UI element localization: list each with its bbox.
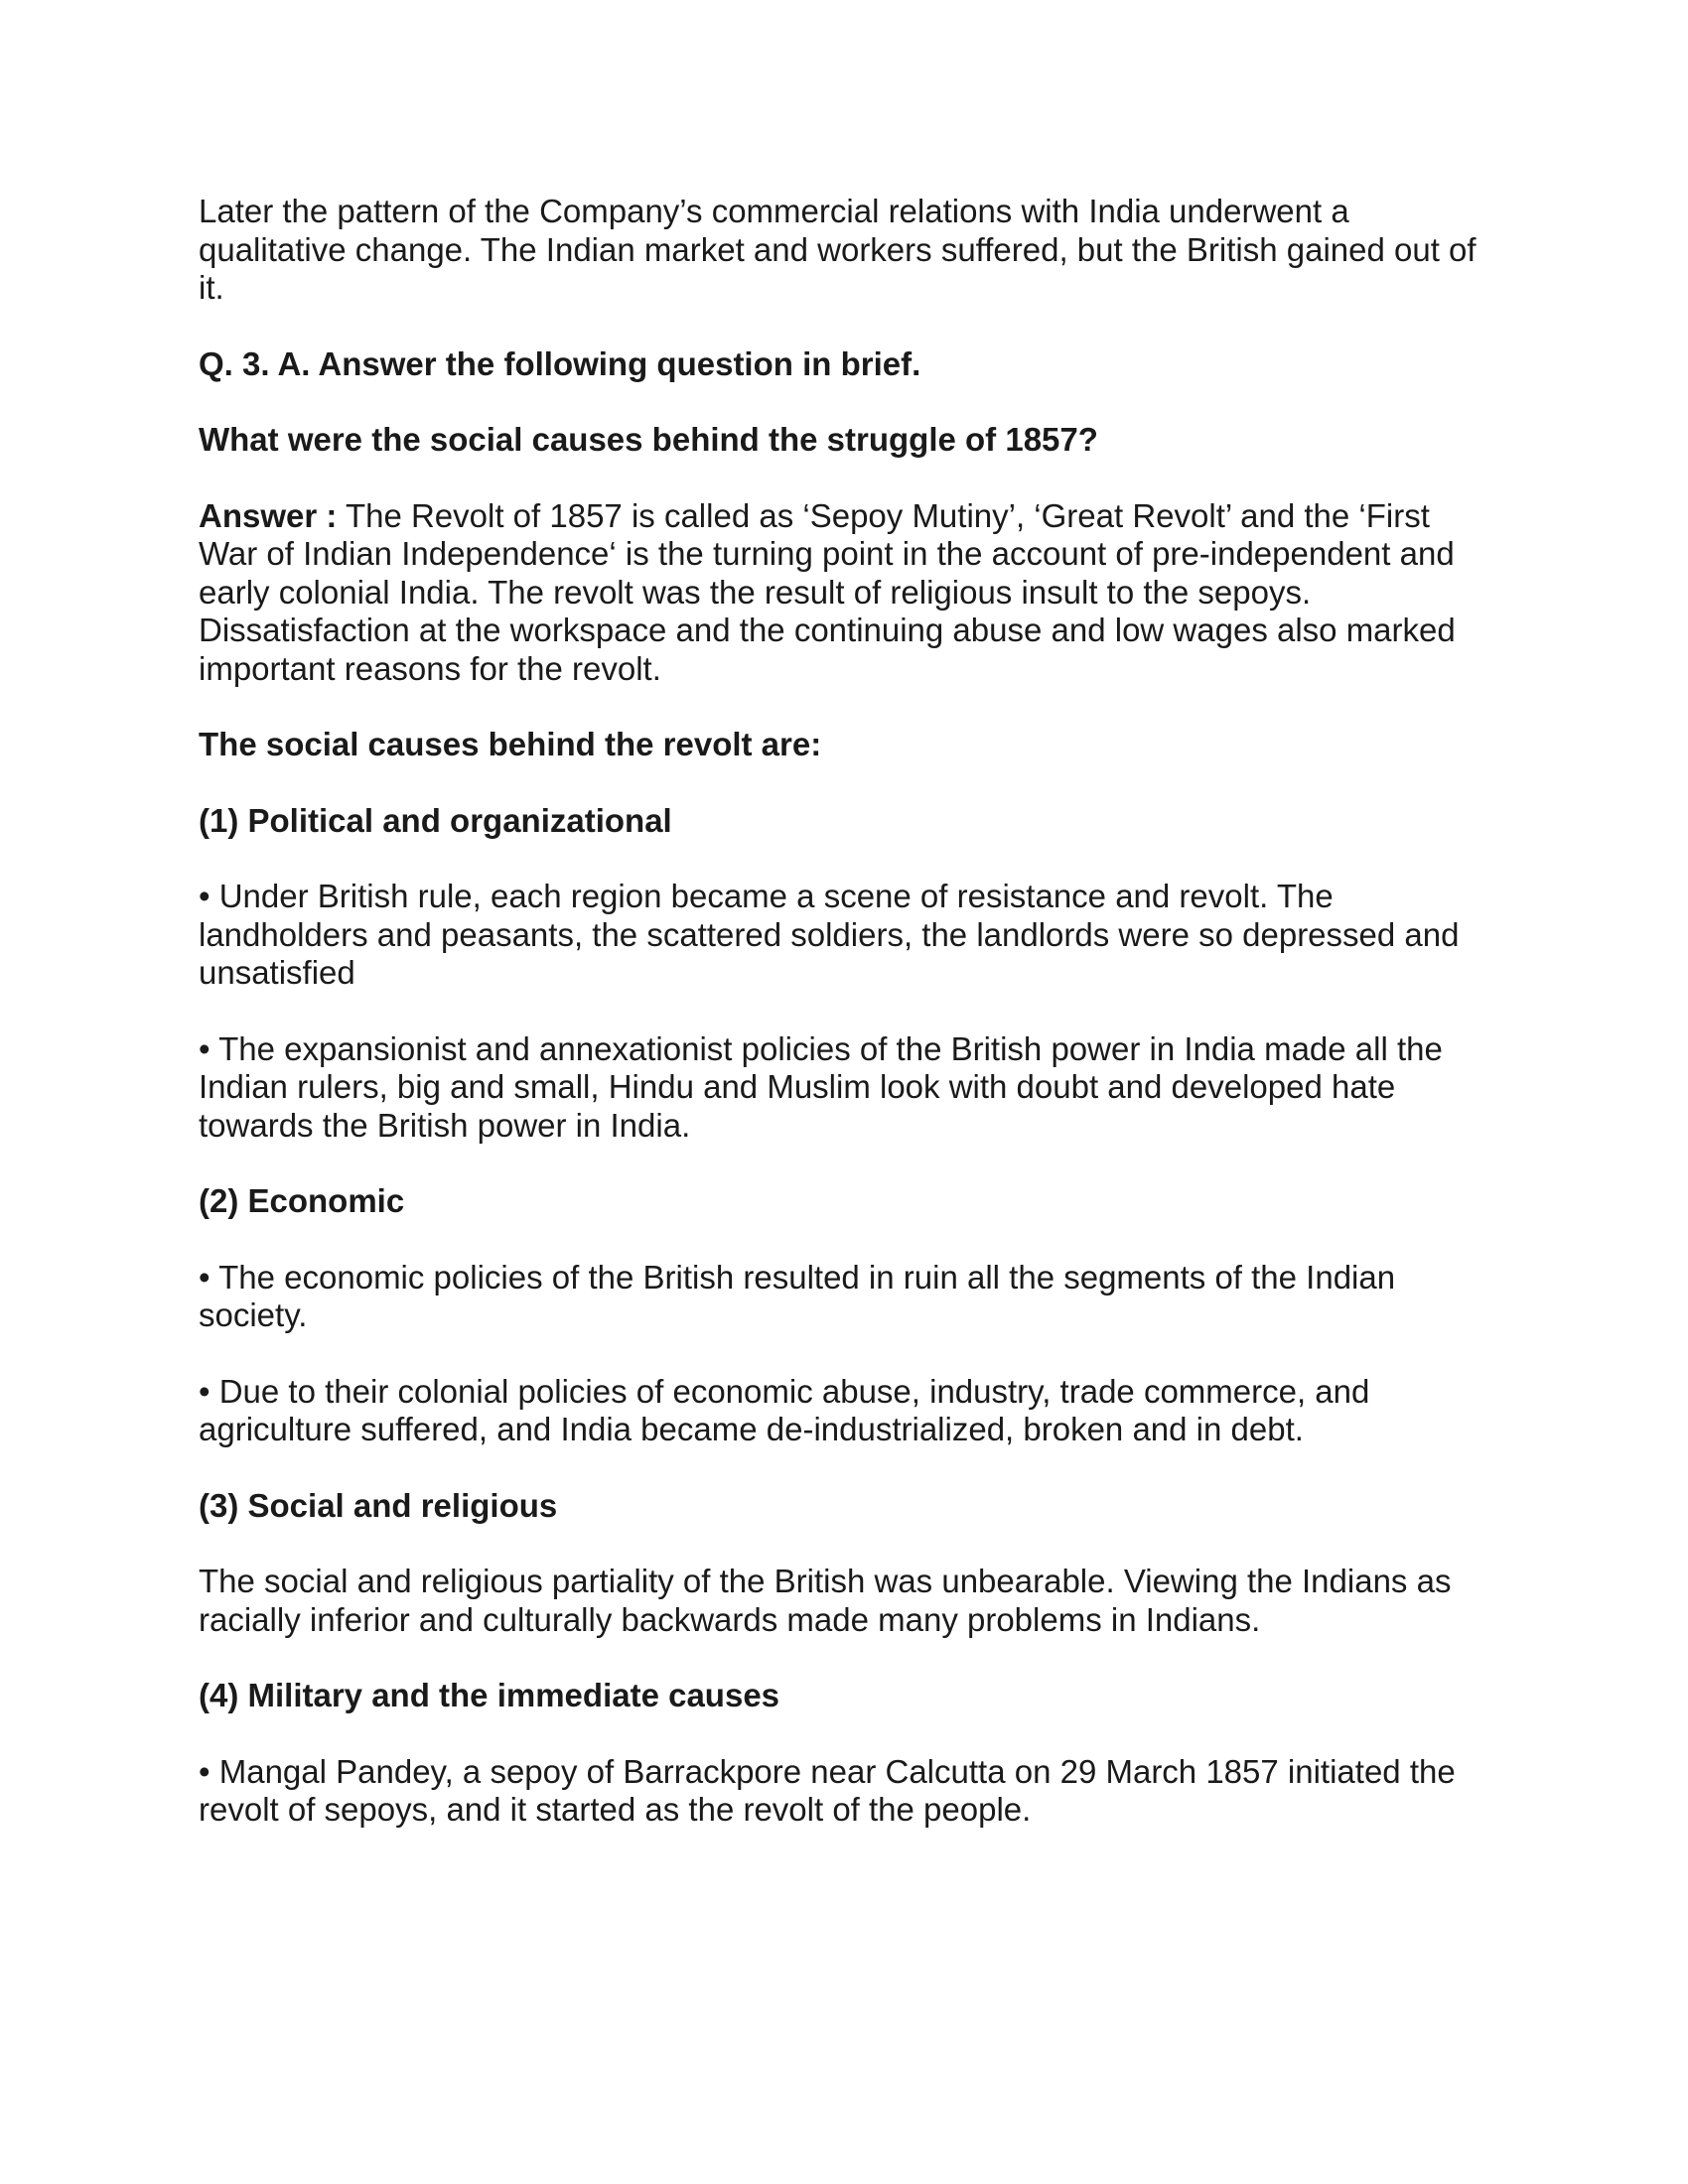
section-heading-military: (4) Military and the immediate causes [199, 1677, 780, 1713]
section-heading-social-religious: (3) Social and religious [199, 1486, 558, 1524]
section-social-religious-paragraph: The social and religious partiality of the British was unbearable. Viewing the Indians as racially inferior and culturally backwards made many problems in Indians. [199, 1563, 1452, 1638]
intro-paragraph: Later the pattern of the Company’s commercial relations with India underwent a qualitative change. The Indian market and workers suffered, but the British gained out of it. [199, 193, 1477, 306]
causes-heading: The social causes behind the revolt are: [199, 726, 822, 762]
section-military-bullet-1: • Mangal Pandey, a sepoy of Barrackpore near Calcutta on 29 March 1857 initiated the revolt of sepoys, and it started as the revolt of the people. [199, 1752, 1456, 1828]
section-economic-bullet-2: • Due to their colonial policies of economic abuse, industry, trade commerce, and agriculture suffered, and India became de-industrialized, broken and in debt. [199, 1372, 1370, 1447]
document-page [199, 193, 1489, 1867]
section-economic-bullet-1: • The economic policies of the British resulted in ruin all the segments of the Indian society. [199, 1258, 1396, 1333]
answer-text: The Revolt of 1857 is called as ‘Sepoy Mutiny’, ‘Great Revolt’ and the ‘First War of Indian Independence‘ is the turning point in the account of pre-independent and early colonial India. The revolt was the result of religious insult to the sepoys. Dissatisfaction at the workspace and the continuing abuse and low wages also marked important reasons for the revolt. [199, 496, 1456, 687]
section-heading-economic: (2) Economic [199, 1182, 405, 1219]
answer-paragraph [199, 497, 1489, 689]
section-heading-political: (1) Political and organizational [199, 801, 672, 839]
section-political-bullet-1: • Under British rule, each region became a scene of resistance and revolt. The landholders and peasants, the scattered soldiers, the landlords were so depressed and unsatisfied [199, 878, 1460, 991]
answer-label: Answer : [199, 496, 338, 534]
question-heading: Q. 3. A. Answer the following question in brief. [199, 344, 921, 382]
question-text: What were the social causes behind the struggle of 1857? [199, 421, 1098, 458]
section-political-bullet-2: • The expansionist and annexationist policies of the British power in India made all the Indian rulers, big and small, Hindu and Muslim look with doubt and developed hate towards the British power in India. [199, 1029, 1443, 1144]
